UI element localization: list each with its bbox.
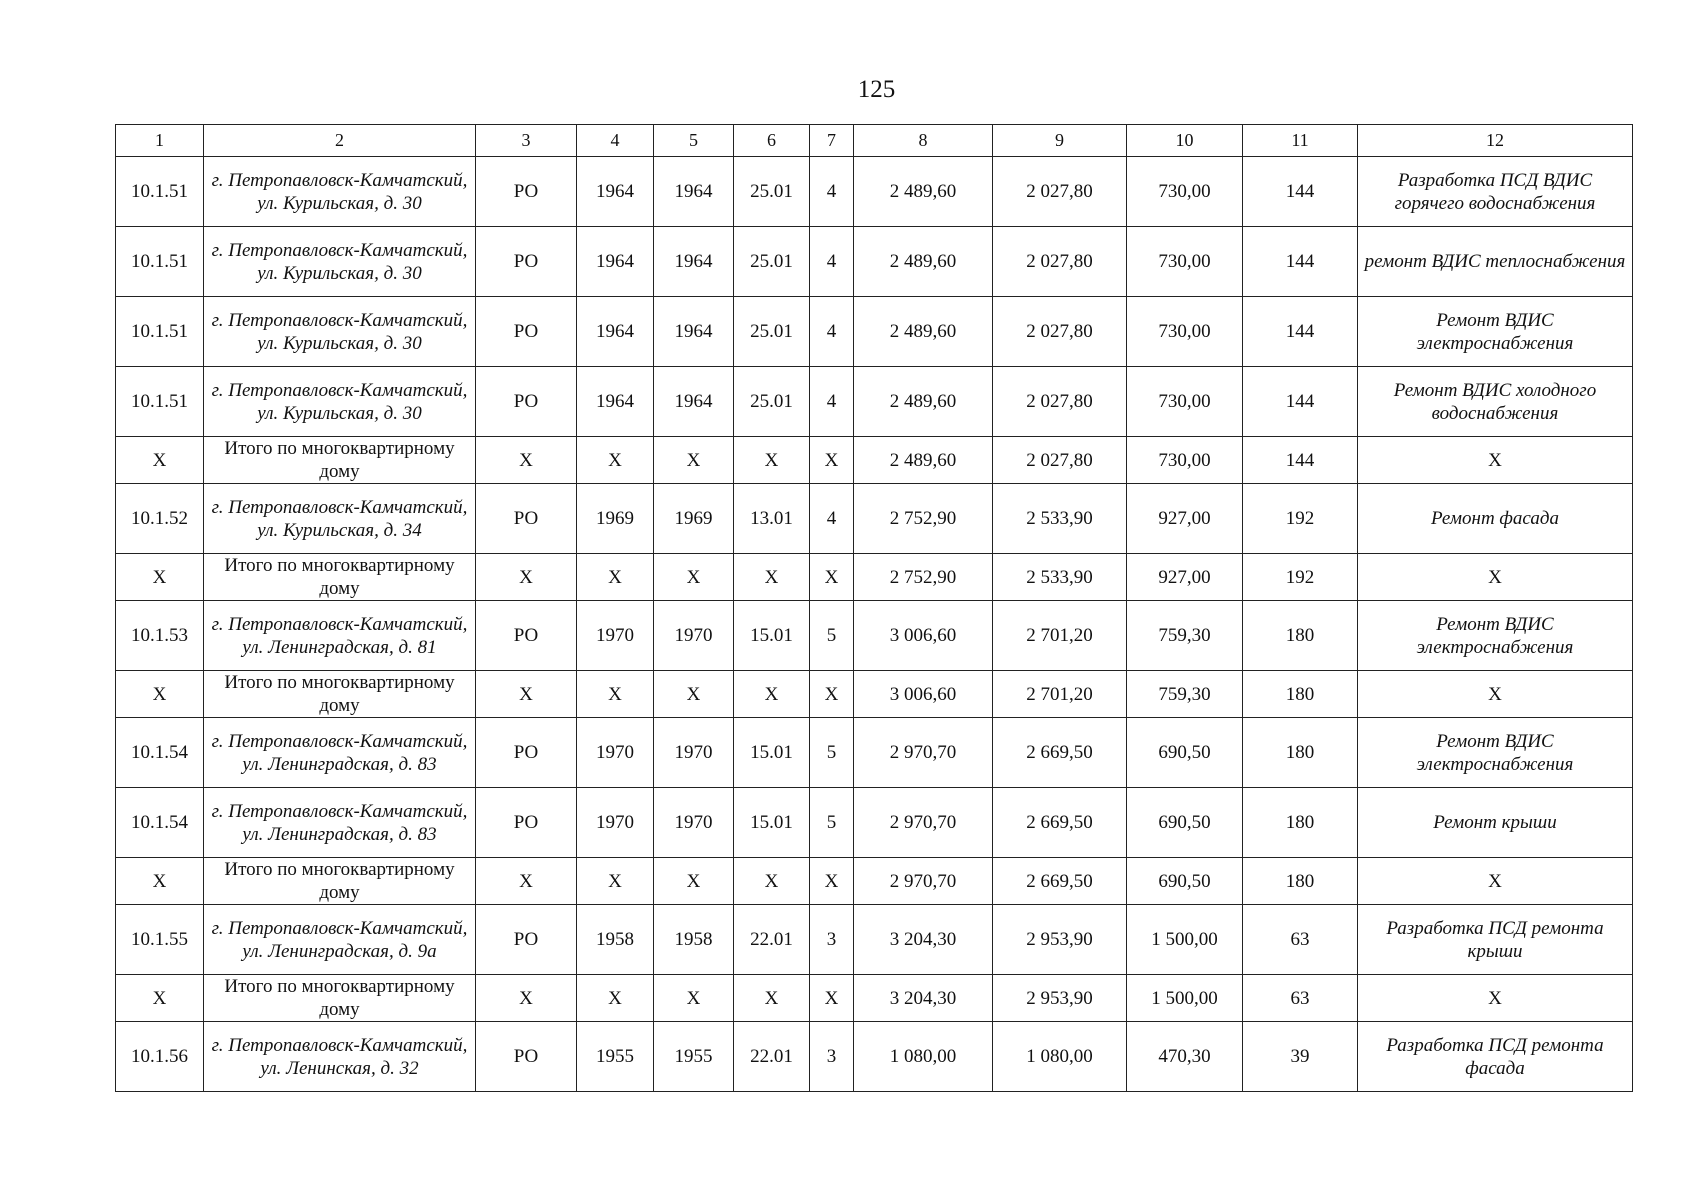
work-type-cell: Разработка ПСД ремонта крыши	[1358, 905, 1633, 975]
table-row	[116, 905, 1633, 975]
year-built-cell: 1970	[577, 601, 654, 671]
address-cell: г. Петропавловск-Камчатский, ул. Ленинградская, д. 83	[204, 788, 476, 858]
floors-cell: 5	[810, 601, 854, 671]
address-cell: г. Петропавловск-Камчатский, ул. Курильская, д. 30	[204, 367, 476, 437]
type-cell: РО	[476, 1022, 577, 1092]
row-number-cell: 10.1.52	[116, 484, 204, 554]
year-built-cell: Х	[577, 437, 654, 484]
living-area-cell: 2 533,90	[993, 554, 1127, 601]
residents-cell: 63	[1243, 905, 1358, 975]
address-cell: г. Петропавловск-Камчатский, ул. Курильская, д. 30	[204, 227, 476, 297]
total-area-cell: 3 204,30	[854, 975, 993, 1022]
year-commission-cell: 1964	[654, 227, 734, 297]
column-number: 9	[993, 125, 1127, 157]
year-built-cell: Х	[577, 975, 654, 1022]
work-type-cell: Х	[1358, 437, 1633, 484]
floors-cell: 4	[810, 227, 854, 297]
total-row	[116, 437, 1633, 484]
year-commission-cell: 1964	[654, 367, 734, 437]
residents-cell: 144	[1243, 297, 1358, 367]
table-row	[116, 157, 1633, 227]
address-cell: Итого по многоквартирному дому	[204, 437, 476, 484]
type-cell: Х	[476, 554, 577, 601]
living-area-cell: 2 669,50	[993, 788, 1127, 858]
non-living-area-cell: 690,50	[1127, 858, 1243, 905]
column-number: 7	[810, 125, 854, 157]
column-number: 11	[1243, 125, 1358, 157]
total-area-cell: 3 006,60	[854, 601, 993, 671]
year-built-cell: 1970	[577, 718, 654, 788]
year-commission-cell: Х	[654, 554, 734, 601]
type-cell: Х	[476, 671, 577, 718]
code-cell: 22.01	[734, 905, 810, 975]
row-number-cell: 10.1.55	[116, 905, 204, 975]
year-commission-cell: 1958	[654, 905, 734, 975]
residents-cell: 144	[1243, 227, 1358, 297]
type-cell: РО	[476, 157, 577, 227]
living-area-cell: 2 027,80	[993, 157, 1127, 227]
total-row	[116, 858, 1633, 905]
total-area-cell: 1 080,00	[854, 1022, 993, 1092]
row-number-cell: Х	[116, 858, 204, 905]
row-number-cell: Х	[116, 437, 204, 484]
non-living-area-cell: 730,00	[1127, 157, 1243, 227]
row-number-cell: 10.1.51	[116, 157, 204, 227]
year-built-cell: 1955	[577, 1022, 654, 1092]
year-commission-cell: 1964	[654, 157, 734, 227]
code-cell: Х	[734, 437, 810, 484]
table-row	[116, 718, 1633, 788]
total-area-cell: 2 489,60	[854, 157, 993, 227]
column-number: 5	[654, 125, 734, 157]
column-number: 10	[1127, 125, 1243, 157]
table-row	[116, 1022, 1633, 1092]
living-area-cell: 2 027,80	[993, 367, 1127, 437]
residents-cell: 144	[1243, 437, 1358, 484]
address-cell: г. Петропавловск-Камчатский, ул. Ленинградская, д. 81	[204, 601, 476, 671]
residents-cell: 180	[1243, 671, 1358, 718]
column-number: 3	[476, 125, 577, 157]
code-cell: 15.01	[734, 718, 810, 788]
row-number-cell: 10.1.51	[116, 227, 204, 297]
total-area-cell: 2 489,60	[854, 297, 993, 367]
code-cell: 25.01	[734, 297, 810, 367]
work-type-cell: Ремонт ВДИС электроснабжения	[1358, 601, 1633, 671]
code-cell: 25.01	[734, 227, 810, 297]
table-body	[116, 157, 1633, 1092]
year-built-cell: Х	[577, 671, 654, 718]
address-cell: г. Петропавловск-Камчатский, ул. Курильская, д. 30	[204, 157, 476, 227]
year-commission-cell: 1964	[654, 297, 734, 367]
type-cell: РО	[476, 484, 577, 554]
floors-cell: 3	[810, 1022, 854, 1092]
address-cell: Итого по многоквартирному дому	[204, 858, 476, 905]
table-row	[116, 297, 1633, 367]
year-built-cell: 1969	[577, 484, 654, 554]
type-cell: РО	[476, 718, 577, 788]
residents-cell: 144	[1243, 157, 1358, 227]
address-cell: г. Петропавловск-Камчатский, ул. Курильская, д. 30	[204, 297, 476, 367]
code-cell: 15.01	[734, 788, 810, 858]
non-living-area-cell: 730,00	[1127, 297, 1243, 367]
year-built-cell: 1964	[577, 367, 654, 437]
total-area-cell: 2 970,70	[854, 858, 993, 905]
non-living-area-cell: 730,00	[1127, 437, 1243, 484]
total-area-cell: 2 970,70	[854, 718, 993, 788]
living-area-cell: 2 669,50	[993, 858, 1127, 905]
column-number: 2	[204, 125, 476, 157]
living-area-cell: 2 533,90	[993, 484, 1127, 554]
floors-cell: Х	[810, 437, 854, 484]
residents-cell: 180	[1243, 788, 1358, 858]
address-cell: г. Петропавловск-Камчатский, ул. Ленинградская, д. 83	[204, 718, 476, 788]
column-number: 12	[1358, 125, 1633, 157]
floors-cell: 4	[810, 484, 854, 554]
row-number-cell: Х	[116, 671, 204, 718]
repair-register-table	[115, 124, 1633, 1092]
total-area-cell: 2 489,60	[854, 227, 993, 297]
code-cell: 22.01	[734, 1022, 810, 1092]
non-living-area-cell: 1 500,00	[1127, 975, 1243, 1022]
total-row	[116, 975, 1633, 1022]
work-type-cell: Х	[1358, 858, 1633, 905]
residents-cell: 63	[1243, 975, 1358, 1022]
non-living-area-cell: 927,00	[1127, 484, 1243, 554]
living-area-cell: 1 080,00	[993, 1022, 1127, 1092]
living-area-cell: 2 669,50	[993, 718, 1127, 788]
year-commission-cell: 1969	[654, 484, 734, 554]
type-cell: РО	[476, 297, 577, 367]
residents-cell: 192	[1243, 554, 1358, 601]
year-commission-cell: 1970	[654, 601, 734, 671]
row-number-cell: Х	[116, 975, 204, 1022]
year-commission-cell: Х	[654, 437, 734, 484]
row-number-cell: 10.1.51	[116, 297, 204, 367]
floors-cell: 5	[810, 718, 854, 788]
address-cell: Итого по многоквартирному дому	[204, 554, 476, 601]
living-area-cell: 2 027,80	[993, 437, 1127, 484]
code-cell: 15.01	[734, 601, 810, 671]
year-built-cell: Х	[577, 858, 654, 905]
code-cell: 13.01	[734, 484, 810, 554]
work-type-cell: Разработка ПСД ВДИС горячего водоснабжения	[1358, 157, 1633, 227]
residents-cell: 180	[1243, 718, 1358, 788]
work-type-cell: Разработка ПСД ремонта фасада	[1358, 1022, 1633, 1092]
table-row	[116, 227, 1633, 297]
living-area-cell: 2 027,80	[993, 297, 1127, 367]
living-area-cell: 2 027,80	[993, 227, 1127, 297]
non-living-area-cell: 927,00	[1127, 554, 1243, 601]
type-cell: Х	[476, 437, 577, 484]
total-row	[116, 671, 1633, 718]
column-number: 8	[854, 125, 993, 157]
page-number: 125	[857, 76, 896, 103]
column-number-row	[116, 125, 1633, 157]
work-type-cell: Х	[1358, 975, 1633, 1022]
floors-cell: Х	[810, 975, 854, 1022]
table-row	[116, 788, 1633, 858]
non-living-area-cell: 470,30	[1127, 1022, 1243, 1092]
work-type-cell: ремонт ВДИС теплоснабжения	[1358, 227, 1633, 297]
non-living-area-cell: 730,00	[1127, 227, 1243, 297]
floors-cell: 5	[810, 788, 854, 858]
total-area-cell: 3 204,30	[854, 905, 993, 975]
total-area-cell: 2 970,70	[854, 788, 993, 858]
floors-cell: Х	[810, 671, 854, 718]
residents-cell: 180	[1243, 601, 1358, 671]
work-type-cell: Х	[1358, 554, 1633, 601]
non-living-area-cell: 730,00	[1127, 367, 1243, 437]
address-cell: г. Петропавловск-Камчатский, ул. Ленинская, д. 32	[204, 1022, 476, 1092]
total-area-cell: 2 489,60	[854, 437, 993, 484]
year-built-cell: 1970	[577, 788, 654, 858]
code-cell: Х	[734, 858, 810, 905]
type-cell: РО	[476, 788, 577, 858]
year-commission-cell: Х	[654, 975, 734, 1022]
work-type-cell: Ремонт крыши	[1358, 788, 1633, 858]
year-commission-cell: Х	[654, 858, 734, 905]
table-row	[116, 601, 1633, 671]
year-commission-cell: 1955	[654, 1022, 734, 1092]
floors-cell: 3	[810, 905, 854, 975]
residents-cell: 144	[1243, 367, 1358, 437]
floors-cell: 4	[810, 157, 854, 227]
type-cell: РО	[476, 905, 577, 975]
living-area-cell: 2 953,90	[993, 975, 1127, 1022]
work-type-cell: Х	[1358, 671, 1633, 718]
year-built-cell: Х	[577, 554, 654, 601]
total-area-cell: 2 752,90	[854, 554, 993, 601]
table-row	[116, 367, 1633, 437]
non-living-area-cell: 759,30	[1127, 671, 1243, 718]
non-living-area-cell: 690,50	[1127, 788, 1243, 858]
code-cell: 25.01	[734, 157, 810, 227]
code-cell: Х	[734, 671, 810, 718]
row-number-cell: 10.1.54	[116, 718, 204, 788]
residents-cell: 180	[1243, 858, 1358, 905]
type-cell: РО	[476, 601, 577, 671]
year-commission-cell: 1970	[654, 718, 734, 788]
floors-cell: 4	[810, 367, 854, 437]
code-cell: 25.01	[734, 367, 810, 437]
address-cell: г. Петропавловск-Камчатский, ул. Курильская, д. 34	[204, 484, 476, 554]
table-row	[116, 484, 1633, 554]
address-cell: г. Петропавловск-Камчатский, ул. Ленинградская, д. 9а	[204, 905, 476, 975]
row-number-cell: 10.1.54	[116, 788, 204, 858]
code-cell: Х	[734, 554, 810, 601]
address-cell: Итого по многоквартирному дому	[204, 671, 476, 718]
total-area-cell: 2 752,90	[854, 484, 993, 554]
year-built-cell: 1964	[577, 297, 654, 367]
year-commission-cell: Х	[654, 671, 734, 718]
living-area-cell: 2 701,20	[993, 671, 1127, 718]
column-number: 6	[734, 125, 810, 157]
total-row	[116, 554, 1633, 601]
year-built-cell: 1964	[577, 227, 654, 297]
residents-cell: 39	[1243, 1022, 1358, 1092]
column-number: 4	[577, 125, 654, 157]
work-type-cell: Ремонт ВДИС электроснабжения	[1358, 297, 1633, 367]
work-type-cell: Ремонт ВДИС холодного водоснабжения	[1358, 367, 1633, 437]
work-type-cell: Ремонт ВДИС электроснабжения	[1358, 718, 1633, 788]
row-number-cell: 10.1.51	[116, 367, 204, 437]
type-cell: Х	[476, 975, 577, 1022]
non-living-area-cell: 690,50	[1127, 718, 1243, 788]
year-commission-cell: 1970	[654, 788, 734, 858]
row-number-cell: Х	[116, 554, 204, 601]
work-type-cell: Ремонт фасада	[1358, 484, 1633, 554]
type-cell: РО	[476, 227, 577, 297]
residents-cell: 192	[1243, 484, 1358, 554]
floors-cell: 4	[810, 297, 854, 367]
code-cell: Х	[734, 975, 810, 1022]
floors-cell: Х	[810, 554, 854, 601]
floors-cell: Х	[810, 858, 854, 905]
total-area-cell: 3 006,60	[854, 671, 993, 718]
living-area-cell: 2 953,90	[993, 905, 1127, 975]
living-area-cell: 2 701,20	[993, 601, 1127, 671]
year-built-cell: 1964	[577, 157, 654, 227]
type-cell: РО	[476, 367, 577, 437]
row-number-cell: 10.1.53	[116, 601, 204, 671]
type-cell: Х	[476, 858, 577, 905]
column-number: 1	[116, 125, 204, 157]
row-number-cell: 10.1.56	[116, 1022, 204, 1092]
non-living-area-cell: 759,30	[1127, 601, 1243, 671]
address-cell: Итого по многоквартирному дому	[204, 975, 476, 1022]
non-living-area-cell: 1 500,00	[1127, 905, 1243, 975]
year-built-cell: 1958	[577, 905, 654, 975]
total-area-cell: 2 489,60	[854, 367, 993, 437]
